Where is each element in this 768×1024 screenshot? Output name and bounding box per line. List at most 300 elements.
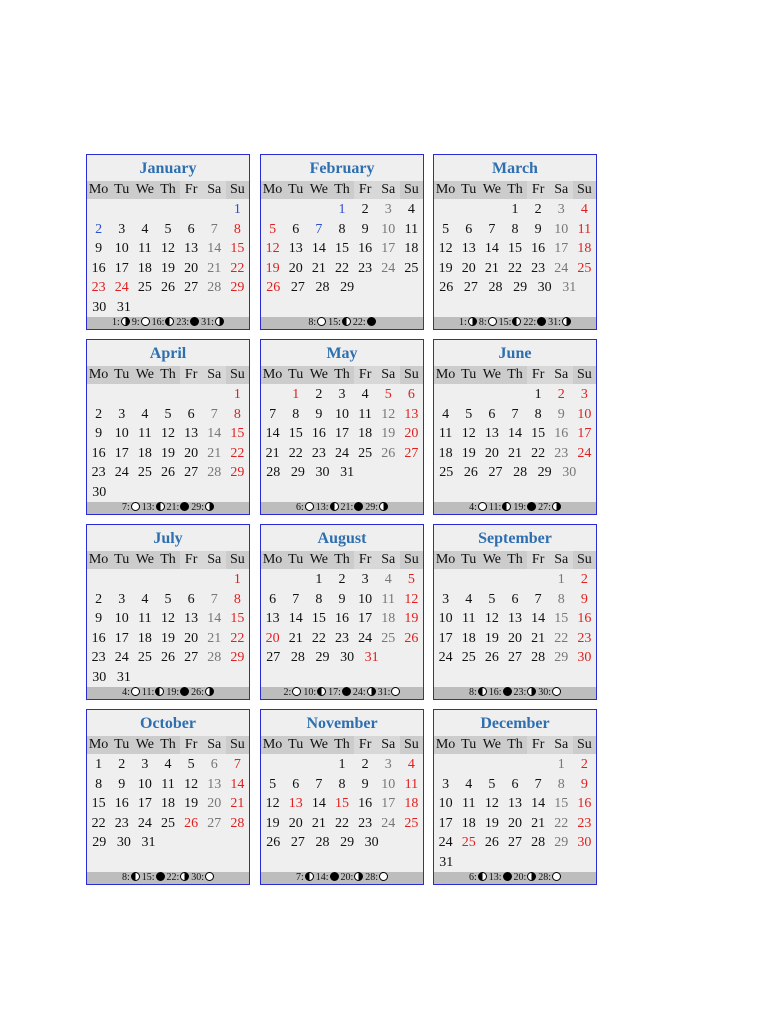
moon-phase-date: 31: (548, 317, 561, 328)
week-row (261, 220, 423, 240)
empty-cell (503, 570, 526, 590)
day-cell: 6 (187, 406, 195, 422)
day-cell: 9 (534, 221, 542, 237)
day-cell: 3 (361, 572, 369, 587)
new-moon-icon (552, 872, 561, 881)
day-cell: 5 (407, 572, 415, 587)
weekday-label: Fr (354, 366, 377, 384)
day-cell: 17 (137, 796, 152, 812)
day-cell: 7 (269, 406, 277, 422)
weekday-label: Mo (262, 737, 283, 752)
weekday-label: Tu (461, 737, 477, 752)
day-cell: 12 (404, 591, 419, 607)
day-cell: 16 (114, 796, 129, 812)
weekday-label: Fr (527, 736, 550, 754)
weekday-label: Tu (114, 182, 130, 197)
day-cell: 31 (562, 280, 577, 296)
month-may (260, 339, 424, 515)
week-row (87, 298, 249, 318)
moon-phase-bar (261, 687, 423, 699)
day-cell: 6 (187, 591, 195, 607)
day-cell: 18 (137, 630, 152, 646)
day-cell: 3 (118, 591, 126, 607)
first-quarter-icon (478, 872, 487, 881)
day-cell: 19 (160, 630, 175, 646)
day-cell: 18 (404, 241, 419, 257)
moon-phase (341, 502, 364, 513)
day-cell: 2 (118, 757, 126, 772)
day-cell: 31 (340, 465, 355, 481)
empty-cell (480, 570, 503, 590)
first-quarter-icon (478, 687, 487, 696)
day-cell: 7 (210, 221, 218, 237)
moon-phase-date: 23: (176, 317, 190, 328)
day-cell: 27 (207, 815, 222, 831)
empty-cell (180, 385, 203, 405)
day-cell: 14 (288, 611, 303, 627)
last-quarter-icon (205, 502, 214, 511)
moon-phase-date: 16: (151, 317, 165, 328)
moon-phase-date: 31: (377, 687, 391, 698)
day-cell: 17 (334, 426, 349, 442)
day-cell: 15 (91, 796, 106, 812)
day-cell: 11 (404, 776, 419, 792)
day-cell: 1 (534, 387, 542, 402)
day-cell: 29 (230, 280, 245, 296)
day-cell: 15 (507, 241, 522, 257)
full-moon-icon (156, 872, 165, 881)
day-cell: 30 (340, 650, 355, 666)
first-quarter-icon (342, 317, 351, 326)
weekday-label: We (135, 182, 154, 197)
day-cell: 2 (315, 387, 323, 402)
weekday-label: Su (404, 552, 419, 567)
moon-phase-date: 4: (122, 687, 130, 698)
empty-cell (284, 200, 307, 220)
day-cell: 9 (361, 221, 369, 237)
day-cell: 21 (311, 260, 326, 276)
month-title: May (261, 340, 423, 366)
week-row (87, 424, 249, 444)
day-cell: 12 (484, 611, 499, 627)
day-cell: 1 (511, 202, 519, 217)
month-title: January (87, 155, 249, 181)
day-cell: 20 (184, 260, 199, 276)
day-cell: 14 (484, 241, 499, 257)
week-row (261, 200, 423, 220)
day-cell: 11 (161, 776, 175, 792)
day-cell: 5 (164, 221, 172, 237)
day-cell: 13 (404, 406, 419, 422)
day-cell: 12 (461, 426, 476, 442)
week-row (434, 278, 596, 298)
day-cell: 16 (91, 445, 106, 461)
day-cell: 5 (164, 591, 172, 607)
day-cell: 7 (210, 406, 218, 422)
moon-phase-date: 7: (121, 502, 130, 513)
day-cell: 19 (184, 796, 199, 812)
day-cell: 26 (463, 465, 478, 481)
day-cell: 11 (438, 426, 453, 442)
day-cell: 4 (384, 572, 392, 587)
day-cell: 15 (230, 611, 245, 627)
moon-phase-date: 16: (488, 687, 502, 698)
day-cell: 3 (118, 221, 126, 237)
week-row (261, 648, 423, 668)
moon-phase-date: 7: (295, 872, 304, 883)
day-cell: 9 (557, 406, 565, 422)
moon-phase (328, 687, 351, 698)
day-cell: 16 (334, 611, 349, 627)
day-cell: 11 (138, 426, 152, 442)
moon-phase (296, 872, 314, 883)
day-cell: 21 (207, 445, 222, 461)
first-quarter-icon (502, 502, 511, 511)
month-title: September (434, 525, 596, 551)
week-row (434, 220, 596, 240)
day-cell: 1 (338, 202, 346, 217)
day-cell: 31 (364, 650, 379, 666)
first-quarter-icon (156, 502, 165, 511)
day-cell: 16 (554, 426, 569, 442)
weekday-label: We (309, 737, 328, 752)
weekday-label: Su (577, 367, 592, 382)
day-cell: 11 (461, 611, 476, 627)
full-moon-icon (342, 687, 351, 696)
week-row (434, 794, 596, 814)
weekday-label: Th (334, 367, 350, 382)
full-moon-icon (180, 502, 189, 511)
weekday-label: We (309, 182, 328, 197)
day-cell: 14 (311, 241, 326, 257)
day-grid (87, 754, 249, 853)
day-cell: 18 (438, 445, 453, 461)
day-cell: 15 (554, 796, 569, 812)
day-cell: 17 (554, 241, 569, 257)
day-cell: 6 (292, 221, 300, 237)
weekday-label: Tu (114, 552, 130, 567)
day-cell: 12 (381, 406, 396, 422)
day-cell: 24 (358, 630, 373, 646)
empty-cell (261, 200, 284, 220)
last-quarter-icon (215, 317, 224, 326)
day-cell: 19 (160, 260, 175, 276)
day-cell: 22 (554, 630, 569, 646)
day-cell: 26 (266, 280, 281, 296)
day-cell: 16 (91, 260, 106, 276)
day-cell: 20 (265, 630, 280, 646)
day-cell: 27 (463, 280, 478, 296)
last-quarter-icon (180, 872, 189, 881)
weekday-label: Sa (203, 181, 226, 199)
last-quarter-icon (552, 502, 561, 511)
weekday-label: Fr (527, 366, 550, 384)
moon-phase-date: 29: (191, 502, 205, 513)
day-cell: 9 (580, 776, 588, 792)
day-cell: 16 (531, 241, 546, 257)
week-row (261, 609, 423, 629)
moon-phase-date: 10: (303, 687, 317, 698)
empty-cell (133, 385, 156, 405)
day-cell: 22 (311, 630, 326, 646)
day-cell: 29 (290, 465, 305, 481)
day-cell: 24 (554, 260, 569, 276)
moon-phase-date: 22: (523, 317, 537, 328)
week-row (434, 590, 596, 610)
empty-cell (87, 385, 110, 405)
day-cell: 24 (438, 650, 453, 666)
day-cell: 7 (233, 757, 241, 772)
weekday-label: We (482, 737, 501, 752)
moon-phase-date: 15: (498, 317, 512, 328)
day-cell: 28 (290, 650, 305, 666)
day-cell: 27 (184, 280, 199, 296)
day-cell: 23 (358, 815, 373, 831)
empty-cell (203, 200, 226, 220)
first-quarter-icon (155, 687, 164, 696)
day-cell: 29 (315, 650, 330, 666)
day-cell: 22 (507, 260, 522, 276)
week-row (87, 755, 249, 775)
day-cell: 25 (358, 445, 373, 461)
month-title: August (261, 525, 423, 551)
day-cell: 13 (484, 426, 499, 442)
moon-phase-date: 1: (459, 317, 467, 328)
day-cell: 4 (407, 202, 415, 217)
day-cell: 21 (230, 796, 245, 812)
day-cell: 15 (288, 426, 303, 442)
day-cell: 4 (361, 387, 369, 402)
weekday-header (261, 366, 423, 384)
day-cell: 7 (488, 221, 496, 237)
weekday-label: Mo (262, 552, 283, 567)
weekday-label: Th (334, 182, 350, 197)
day-grid (261, 384, 423, 483)
day-cell: 28 (488, 280, 503, 296)
day-cell: 24 (381, 815, 396, 831)
day-cell: 23 (114, 815, 129, 831)
day-cell: 10 (114, 426, 129, 442)
day-cell: 25 (137, 280, 152, 296)
empty-cell (434, 570, 457, 590)
day-cell: 10 (577, 406, 592, 422)
day-cell: 30 (364, 835, 379, 851)
moon-phase (142, 872, 165, 883)
day-cell: 22 (554, 815, 569, 831)
moon-phase (479, 317, 497, 328)
day-cell: 29 (230, 650, 245, 666)
new-moon-icon (141, 317, 150, 326)
moon-phase-date: 11: (488, 502, 502, 513)
day-cell: 28 (531, 650, 546, 666)
full-moon-icon (537, 317, 546, 326)
day-cell: 20 (507, 815, 522, 831)
day-cell: 2 (95, 591, 103, 607)
day-cell: 2 (534, 202, 542, 217)
day-cell: 8 (511, 221, 519, 237)
day-cell: 30 (577, 650, 592, 666)
day-cell: 9 (118, 776, 126, 792)
weekday-label: Fr (180, 551, 203, 569)
new-moon-icon (552, 687, 561, 696)
moon-phase-bar (434, 872, 596, 884)
weekday-label: Sa (377, 551, 400, 569)
moon-phase (459, 317, 477, 328)
weekday-label: Fr (527, 551, 550, 569)
day-cell: 19 (461, 445, 476, 461)
day-cell: 26 (484, 835, 499, 851)
week-row (434, 609, 596, 629)
week-row (434, 833, 596, 853)
empty-cell (156, 385, 179, 405)
moon-phase (132, 317, 150, 328)
weekday-label: Sa (203, 551, 226, 569)
first-quarter-icon (165, 317, 174, 326)
day-cell: 3 (384, 757, 392, 772)
moon-phase (489, 687, 512, 698)
day-cell: 19 (265, 260, 280, 276)
day-cell: 6 (511, 591, 519, 607)
month-september (433, 524, 597, 700)
week-row (87, 220, 249, 240)
day-cell: 26 (184, 815, 199, 831)
day-cell: 4 (442, 406, 450, 422)
day-cell: 29 (340, 835, 355, 851)
day-cell: 24 (381, 260, 396, 276)
day-cell: 16 (358, 241, 373, 257)
day-cell: 21 (265, 445, 280, 461)
day-cell: 15 (531, 426, 546, 442)
day-cell: 31 (116, 299, 131, 315)
new-moon-icon (391, 687, 400, 696)
day-cell: 20 (461, 260, 476, 276)
last-quarter-icon (527, 872, 536, 881)
week-row (87, 278, 249, 298)
weekday-header (434, 181, 596, 199)
day-cell: 28 (207, 465, 222, 481)
weekday-label: Su (577, 737, 592, 752)
month-july (86, 524, 250, 700)
day-cell: 17 (114, 630, 129, 646)
empty-cell (527, 755, 550, 775)
moon-phase (122, 502, 140, 513)
empty-cell (261, 755, 284, 775)
day-cell: 25 (381, 630, 396, 646)
day-cell: 4 (465, 776, 473, 792)
day-cell: 11 (358, 406, 372, 422)
day-cell: 7 (534, 591, 542, 607)
day-cell: 29 (92, 835, 107, 851)
day-cell: 28 (315, 835, 330, 851)
day-cell: 13 (461, 241, 476, 257)
moon-phase (112, 317, 130, 328)
moon-phase-date: 21: (340, 502, 354, 513)
day-cell: 7 (292, 591, 300, 607)
moon-phase (538, 872, 561, 883)
week-row (434, 853, 596, 873)
day-cell: 13 (184, 426, 199, 442)
day-cell: 6 (269, 591, 277, 607)
week-row (87, 648, 249, 668)
day-cell: 3 (384, 202, 392, 217)
week-row (261, 794, 423, 814)
day-cell: 28 (513, 465, 528, 481)
moon-phase-date: 6: (295, 502, 304, 513)
last-quarter-icon (354, 872, 363, 881)
day-cell: 20 (507, 630, 522, 646)
day-cell: 10 (438, 611, 453, 627)
day-cell: 5 (442, 221, 450, 237)
day-cell: 9 (338, 591, 346, 607)
weekday-label: Th (507, 737, 523, 752)
week-row (261, 278, 423, 298)
day-cell: 25 (404, 815, 419, 831)
week-row (87, 570, 249, 590)
weekday-header (261, 736, 423, 754)
moon-phase (191, 872, 214, 883)
empty-cell (434, 385, 457, 405)
moon-phase (303, 687, 326, 698)
day-cell: 10 (114, 241, 129, 257)
week-row (261, 385, 423, 405)
day-cell: 27 (488, 465, 503, 481)
week-row (87, 629, 249, 649)
moon-phase-bar (87, 317, 249, 329)
moon-phase-date: 9: (131, 317, 140, 328)
week-row (261, 463, 423, 483)
last-quarter-icon (379, 502, 388, 511)
last-quarter-icon (205, 687, 214, 696)
day-cell: 14 (531, 796, 546, 812)
day-cell: 10 (554, 221, 569, 237)
empty-cell (87, 200, 110, 220)
day-cell: 4 (465, 591, 473, 607)
week-row (434, 405, 596, 425)
day-cell: 5 (164, 406, 172, 422)
weekday-header (434, 736, 596, 754)
full-moon-icon (503, 687, 512, 696)
day-cell: 13 (265, 611, 280, 627)
day-cell: 3 (442, 591, 450, 607)
empty-cell (261, 385, 284, 405)
day-cell: 26 (160, 465, 175, 481)
month-title: November (261, 710, 423, 736)
month-december (433, 709, 597, 885)
moon-phase-date: 13: (315, 502, 329, 513)
moon-phase (316, 872, 339, 883)
day-cell: 4 (141, 406, 149, 422)
weekday-label: Fr (354, 181, 377, 199)
week-row (261, 814, 423, 834)
day-cell: 11 (138, 241, 152, 257)
weekday-label: Sa (203, 736, 226, 754)
day-cell: 18 (137, 445, 152, 461)
moon-phase (523, 317, 546, 328)
day-cell: 7 (315, 776, 323, 792)
day-cell: 14 (230, 776, 245, 792)
moon-phase-bar (261, 317, 423, 329)
moon-phase-date: 8: (308, 317, 317, 328)
day-cell: 20 (184, 445, 199, 461)
day-cell: 29 (230, 465, 245, 481)
new-moon-icon (317, 317, 326, 326)
day-cell: 8 (315, 591, 323, 607)
day-cell: 7 (534, 776, 542, 792)
day-cell: 17 (114, 445, 129, 461)
day-cell: 24 (137, 815, 152, 831)
new-moon-icon (292, 687, 301, 696)
day-cell: 20 (404, 426, 419, 442)
